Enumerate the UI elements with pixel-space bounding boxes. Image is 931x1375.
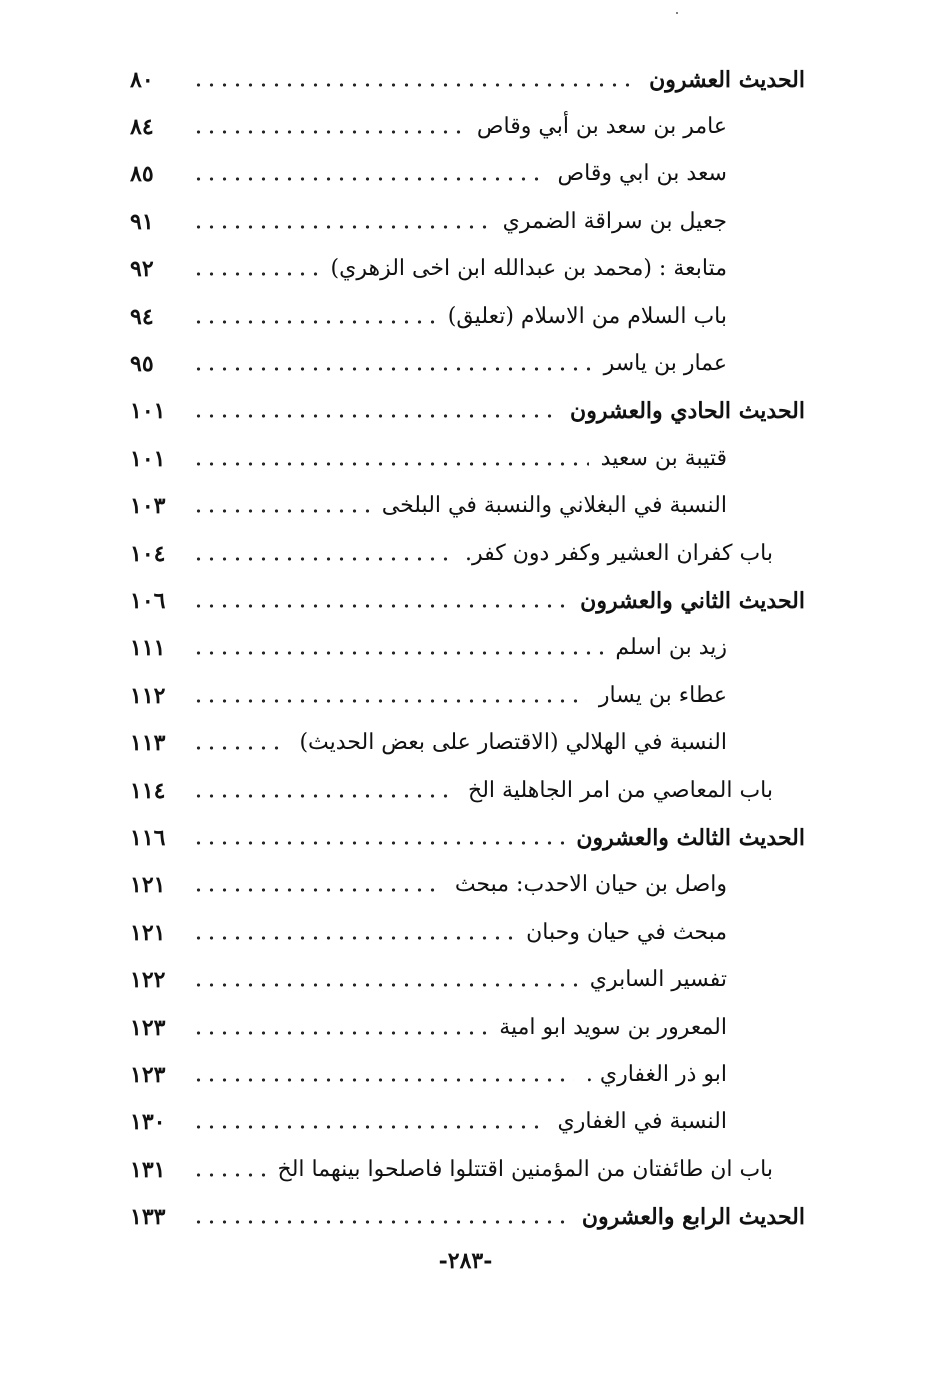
toc-entry-row <box>130 767 805 814</box>
toc-page-number: ١٠٦ <box>130 587 166 614</box>
toc-entry-title: باب ان طائفتان من المؤمنين اقتتلوا فاصلحوا بينهما الخ <box>277 1156 773 1182</box>
dot-leader <box>192 1017 487 1039</box>
toc-page-number: ٩٤ <box>130 303 154 330</box>
toc-entry-row <box>130 1099 805 1146</box>
toc-entry-title: سعد بن ابي وقاص <box>557 161 727 187</box>
toc-heading-row <box>130 577 805 624</box>
toc-entry-title: متابعة : (محمد بن عبدالله ابن اخى الزهري) <box>330 256 727 282</box>
toc-page-number: ١٠١ <box>130 445 166 472</box>
toc-entry-title: الحديث الثالث والعشرون <box>576 824 805 851</box>
dot-leader <box>192 211 491 233</box>
toc-page-number: ٩١ <box>130 208 154 235</box>
toc-entry-row <box>130 340 805 387</box>
toc-entry-row <box>130 246 805 293</box>
toc-page-number: ١٣١ <box>130 1156 166 1183</box>
toc-entry-title: الحديث الحادي والعشرون <box>570 398 805 425</box>
toc-page-number: ٨٤ <box>130 114 154 141</box>
toc-entry-title: عامر بن سعد بن أبي وقاص <box>476 114 727 140</box>
toc-heading-row <box>130 814 805 861</box>
page-number-footer: -٢٨٣- <box>438 1248 493 1274</box>
toc-page-number: ٨٥ <box>130 161 154 188</box>
toc-entry-row <box>130 862 805 909</box>
toc-page-number: ١٠٤ <box>130 540 166 567</box>
toc-entry-title: باب السلام من الاسلام (تعليق) <box>447 303 727 329</box>
toc-entry-row <box>130 956 805 1003</box>
toc-page-number: ١٣٠ <box>130 1109 166 1136</box>
toc-entry-title: الحديث الثاني والعشرون <box>580 587 805 614</box>
toc-page-number: ١٢١ <box>130 919 166 946</box>
toc-entry-title: زيد بن اسلم <box>615 635 727 661</box>
toc-entry-row <box>130 198 805 245</box>
toc-entry-title: عطاء بن يسار <box>598 682 727 708</box>
toc-entry-title: جعيل بن سراقة الضمري <box>502 208 727 234</box>
toc-entry-row <box>130 151 805 198</box>
toc-page-number: ٩٢ <box>130 256 154 283</box>
dot-leader <box>192 1206 570 1228</box>
dot-leader <box>192 306 436 328</box>
dot-leader <box>192 780 456 802</box>
toc-page-number: ١٢٣ <box>130 1014 166 1041</box>
toc-entry-title: واصل بن حيان الاحدب: مبحث <box>454 872 727 898</box>
dot-leader <box>192 495 370 517</box>
toc-entry-row <box>130 103 805 150</box>
toc-entry-title: ابو ذر الغفاري . <box>585 1061 727 1087</box>
toc-entry-title: قتيبة بن سعيد <box>600 445 727 471</box>
toc-entry-row <box>130 719 805 766</box>
dot-leader <box>192 732 287 754</box>
toc-entry-title: النسبة في البغلاني والنسبة في البلخى <box>381 493 727 519</box>
dot-leader <box>192 69 637 91</box>
toc-entry-title: تفسير السابري <box>589 967 727 993</box>
toc-entry-row <box>130 1004 805 1051</box>
dot-leader <box>192 353 592 375</box>
toc-entry-title: الحديث الرابع والعشرون <box>581 1204 805 1231</box>
toc-page-number: ٩٥ <box>130 351 154 378</box>
dot-leader <box>192 163 546 185</box>
dot-leader <box>192 1159 266 1181</box>
toc-page-number: ١١٦ <box>130 824 166 851</box>
toc-entry-title: النسبة في الغفاري <box>557 1109 727 1135</box>
toc-page-number: ١٠١ <box>130 398 166 425</box>
dot-leader <box>192 637 603 659</box>
toc-page-number: ١١٢ <box>130 682 166 709</box>
dot-leader <box>192 590 568 612</box>
toc-entry-title: باب المعاصي من امر الجاهلية الخ <box>468 777 773 803</box>
dot-leader <box>192 258 319 280</box>
table-of-contents <box>130 56 805 1241</box>
toc-entry-row <box>130 909 805 956</box>
dot-leader <box>192 1064 574 1086</box>
toc-entry-row <box>130 530 805 577</box>
toc-entry-row <box>130 435 805 482</box>
toc-page-number: ١٣٣ <box>130 1204 166 1231</box>
toc-heading-row <box>130 56 805 103</box>
toc-entry-row <box>130 625 805 672</box>
toc-page-number: ١١٤ <box>130 777 166 804</box>
toc-entry-title: مبحث في حيان وحبان <box>526 919 727 945</box>
dot-leader <box>192 827 564 849</box>
toc-entry-row <box>130 293 805 340</box>
toc-page-number: ٨٠ <box>130 66 154 93</box>
dot-leader <box>192 922 514 944</box>
toc-entry-row <box>130 483 805 530</box>
toc-entry-title: باب كفران العشير وكفر دون كفر. <box>464 540 773 566</box>
toc-page-number: ١٢١ <box>130 872 166 899</box>
toc-entry-title: الحديث العشرون <box>649 66 805 93</box>
toc-page-number: ١٢٣ <box>130 1061 166 1088</box>
toc-page-number: ١١١ <box>130 635 166 662</box>
dot-leader <box>192 543 453 565</box>
toc-page-number: ١١٣ <box>130 730 166 757</box>
toc-entry-title: النسبة في الهلالي (الاقتصار على بعض الحديث) <box>299 730 727 756</box>
toc-entry-row <box>130 672 805 719</box>
toc-page-number: ١٠٣ <box>130 493 166 520</box>
dot-leader <box>192 448 589 470</box>
toc-entry-title: عمار بن ياسر <box>603 351 727 377</box>
scan-speck <box>676 12 678 14</box>
dot-leader <box>192 400 558 422</box>
dot-leader <box>192 116 465 138</box>
toc-entry-row <box>130 1051 805 1098</box>
toc-heading-row <box>130 388 805 435</box>
toc-page-number: ١٢٢ <box>130 967 166 994</box>
dot-leader <box>192 685 587 707</box>
dot-leader <box>192 1111 546 1133</box>
toc-entry-row <box>130 1146 805 1193</box>
dot-leader <box>192 874 443 896</box>
toc-entry-title: المعرور بن سويد ابو امية <box>499 1014 727 1040</box>
dot-leader <box>192 969 578 991</box>
toc-heading-row <box>130 1193 805 1240</box>
